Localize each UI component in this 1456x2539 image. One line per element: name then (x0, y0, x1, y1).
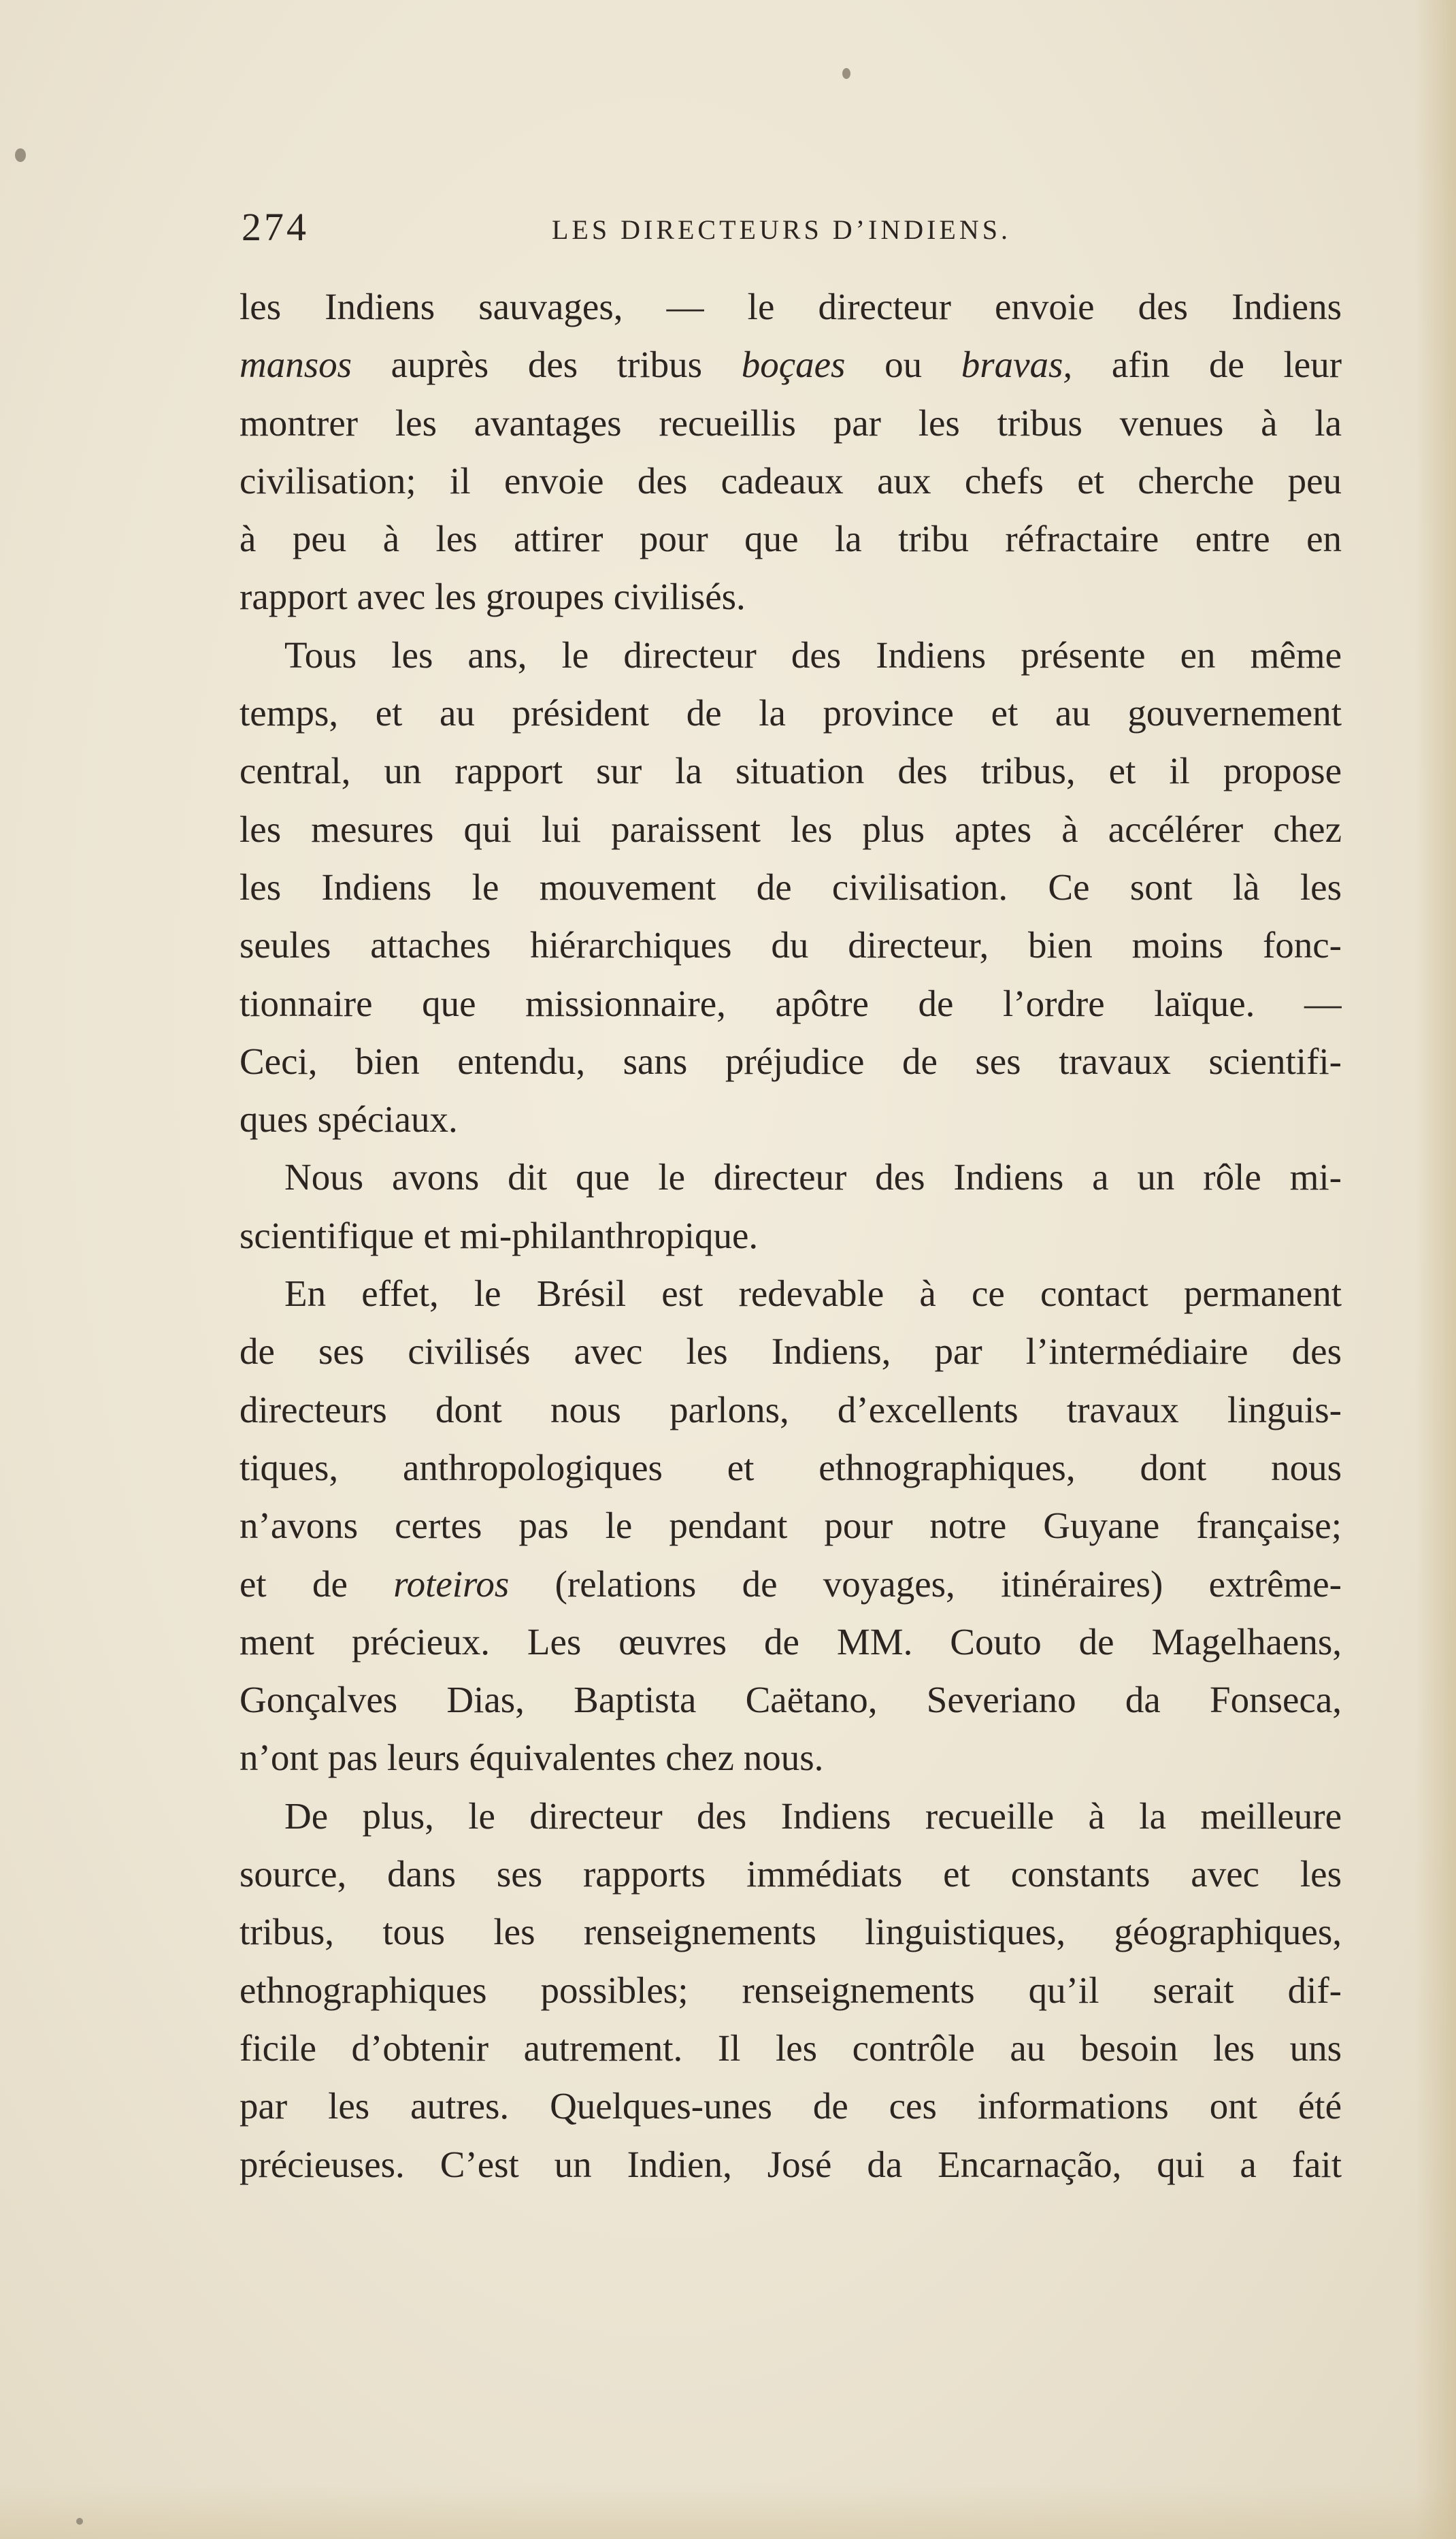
text-line: De plus, le directeur des Indiens recueille à la meilleure (284, 1795, 1342, 1837)
text-line: seules attaches hiérarchiques du directeur, bien moins fonc- (239, 924, 1342, 966)
text-line: de ses civilisés avec les Indiens, par l’intermédiaire des (239, 1330, 1342, 1373)
text-line: les Indiens sauvages, — le directeur envoie des Indiens (239, 286, 1342, 327)
paper-speck (15, 148, 26, 162)
text-line: les Indiens le mouvement de civilisation. Ce sont là les (239, 866, 1342, 908)
text-line: Ceci, bien entendu, sans préjudice de ses travaux scientifi- (239, 1040, 1342, 1082)
text-line: directeurs dont nous parlons, d’excellents travaux linguis- (239, 1388, 1342, 1430)
italic-term: roteiros (393, 1562, 510, 1605)
text-line: En effet, le Brésil est redevable à ce contact permanent (284, 1273, 1342, 1315)
text-line: montrer les avantages recueillis par les tribus venues à la (239, 402, 1342, 444)
text-line (239, 335, 1342, 393)
text-line: les mesures qui lui paraissent les plus aptes à accélérer chez (239, 808, 1342, 850)
text-line: par les autres. Quelques-unes de ces informations ont été (239, 2085, 1342, 2127)
text-line: Gonçalves Dias, Baptista Caëtano, Severiano da Fonseca, (239, 1679, 1342, 1721)
page-number: 274 (242, 205, 309, 249)
page-bottom-shadow (0, 2485, 1456, 2539)
text-line: ment précieux. Les œuvres de MM. Couto de Magelhaens, (239, 1620, 1342, 1662)
text-line: rapport avec les groupes civilisés. (239, 576, 746, 618)
text-line: scientifique et mi-philanthropique. (239, 1214, 759, 1256)
body-text (239, 278, 1342, 2193)
running-title: LES DIRECTEURS D’INDIENS. (552, 214, 1011, 245)
text-line: n’avons certes pas le pendant pour notre Guyane française; (239, 1505, 1342, 1547)
text-run: ou (845, 344, 961, 386)
text-run: auprès des tribus (352, 344, 742, 386)
text-line: n’ont pas leurs équivalentes chez nous. (239, 1737, 824, 1779)
italic-term: mansos (239, 344, 352, 386)
text-line: civilisation; il envoie des cadeaux aux chefs et cherche peu (239, 459, 1342, 502)
page-header (242, 204, 1330, 259)
text-line: source, dans ses rapports immédiats et constants avec les (239, 1853, 1342, 1895)
text-line: temps, et au président de la province et au gouvernement (239, 692, 1342, 734)
text-line: tribus, tous les renseignements linguistiques, géographiques, (239, 1911, 1342, 1953)
italic-term: boçaes (741, 344, 846, 386)
text-run: et de (239, 1562, 394, 1605)
text-line: tiques, anthropologiques et ethnographiques, dont nous (239, 1446, 1342, 1488)
text-line: Tous les ans, le directeur des Indiens présente en même (284, 634, 1342, 676)
text-line (239, 1555, 1342, 1613)
text-run: (relations de voyages, itinéraires) extrême- (509, 1562, 1342, 1605)
paper-speck (842, 68, 850, 79)
page-edge-shadow (1415, 0, 1456, 2539)
text-line: tionnaire que missionnaire, apôtre de l’ordre laïque. — (239, 982, 1342, 1024)
text-line: central, un rapport sur la situation des tribus, et il propose (239, 750, 1342, 792)
text-line: ques spéciaux. (239, 1098, 458, 1141)
text-line: ficile d’obtenir autrement. Il les contrôle au besoin les uns (239, 2027, 1342, 2069)
text-line: précieuses. C’est un Indien, José da Encarnação, qui a fait (239, 2143, 1342, 2185)
text-run: afin de leur (1072, 344, 1342, 386)
text-line: ethnographiques possibles; renseignements qu’il serait dif- (239, 1969, 1342, 2011)
text-line: Nous avons dit que le directeur des Indiens a un rôle mi- (284, 1156, 1342, 1198)
text-line: à peu à les attirer pour que la tribu réfractaire entre en (239, 518, 1342, 560)
italic-term: bravas, (961, 344, 1073, 386)
paper-speck (76, 2518, 83, 2525)
